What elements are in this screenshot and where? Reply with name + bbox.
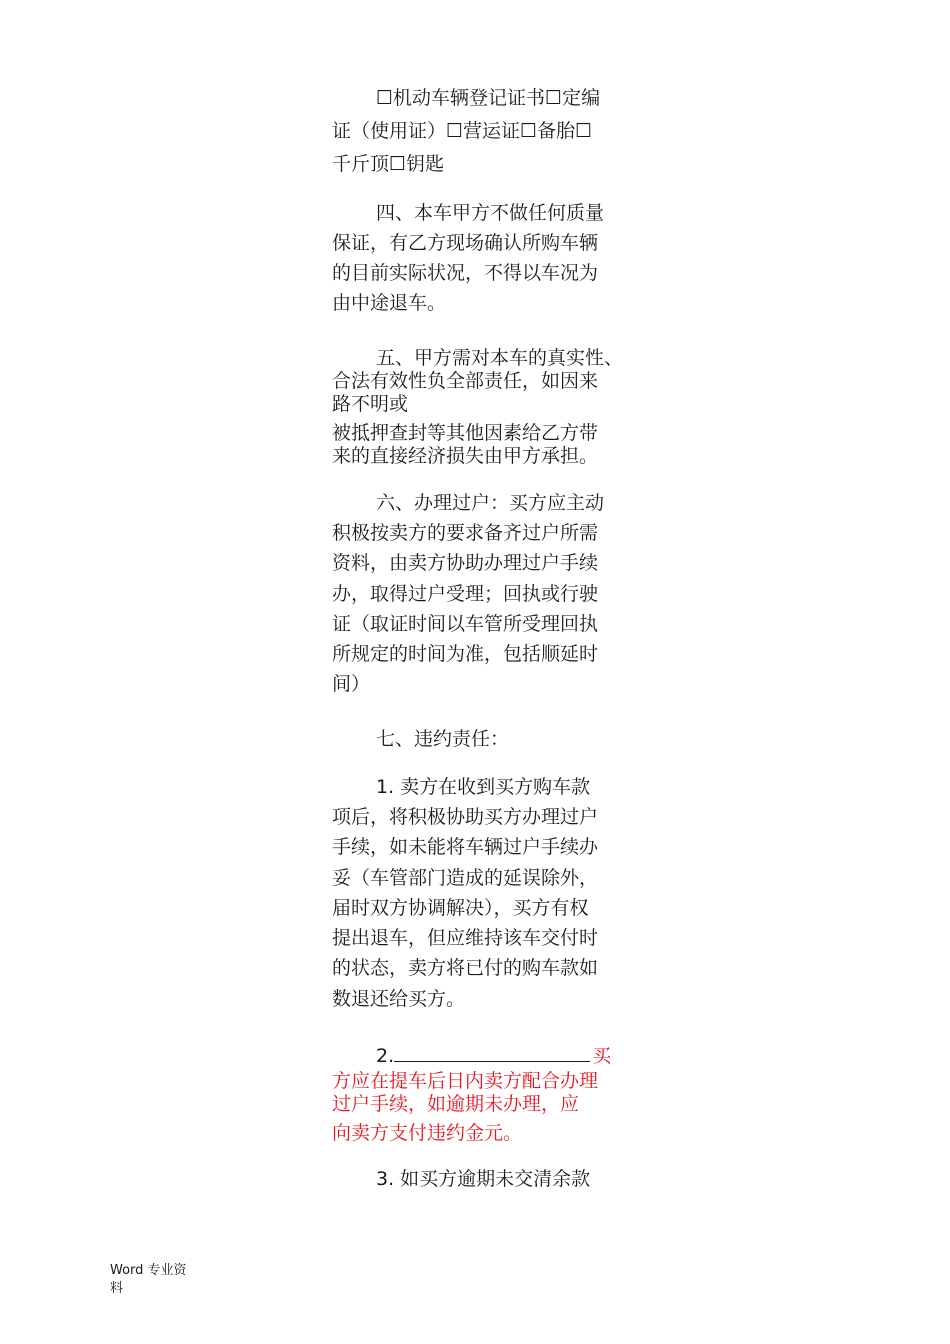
clause-4-line: 四、本车甲方不做任何质量 [376, 202, 605, 224]
checklist-line: 证（使用证）☐营运证☐备胎☐ [332, 120, 593, 142]
clause-6-line: 积极按卖方的要求备齐过户所需 [332, 522, 599, 544]
clause-5-line: 五、甲方需对本车的真实性、 [376, 347, 624, 369]
clause-4-line: 的目前实际状况，不得以车况为 [332, 262, 599, 284]
clause-6-line: 办，取得过户受理；回执或行驶 [332, 583, 599, 605]
clause-7-2-line: 向卖方支付违约金元。 [332, 1122, 523, 1144]
clause-7-1-line: 1. 卖方在收到买方购车款 [376, 776, 591, 798]
footer-line: 料 [110, 1281, 124, 1296]
clause-5-line: 被抵押查封等其他因素给乙方带 [332, 422, 599, 444]
clause-4-line: 由中途退车。 [332, 292, 447, 314]
fill-in-blank [394, 1041, 590, 1062]
clause-7-2-line: 过户手续，如逾期未办理，应 [332, 1093, 580, 1115]
clause-7-1-line: 项后，将积极协助买方办理过户 [332, 806, 599, 828]
clause-7-title: 七、违约责任： [376, 728, 510, 750]
clause-7-1-line: 的状态，卖方将已付的购车款如 [332, 957, 599, 979]
clause-6-line: 六、办理过户：买方应主动 [376, 492, 605, 514]
clause-7-2-line: 方应在提车后日内卖方配合办理 [332, 1070, 599, 1092]
clause-7-1-line: 提出退车，但应维持该车交付时 [332, 927, 599, 949]
clause-7-3-line: 3. 如买方逾期未交清余款 [376, 1168, 591, 1190]
footer-line: Word 专业资 [110, 1263, 187, 1278]
clause-5-line: 路不明或 [332, 393, 409, 415]
clause-7-2-first-line [376, 1041, 611, 1067]
clause-7-1-line: 数退还给买方。 [332, 988, 466, 1010]
clause-7-2-number: 2. [376, 1045, 395, 1067]
clause-6-line: 所规定的时间为准，包括顺延时 [332, 643, 599, 665]
clause-6-line: 间） [332, 673, 371, 695]
clause-6-line: 资料，由卖方协助办理过户手续 [332, 552, 599, 574]
clause-4-line: 保证，有乙方现场确认所购车辆 [332, 232, 599, 254]
clause-7-1-line: 妥（车管部门造成的延误除外， [332, 867, 599, 889]
clause-5-line: 合法有效性负全部责任，如因来 [332, 370, 599, 392]
page-footer [110, 1262, 210, 1298]
clause-7-2-first-tail: 买 [592, 1045, 612, 1067]
clause-6-line: 证（取证时间以车管所受理回执 [332, 613, 599, 635]
clause-7-1-line: 届时双方协调解决），买方有权 [332, 897, 589, 919]
clause-5-line: 来的直接经济损失由甲方承担。 [332, 445, 599, 467]
clause-7-1-line: 手续，如未能将车辆过户手续办 [332, 836, 599, 858]
checklist-line: 千斤顶☐钥匙 [332, 153, 445, 175]
checklist-line: ☐机动车辆登记证书☐定编 [376, 87, 601, 109]
